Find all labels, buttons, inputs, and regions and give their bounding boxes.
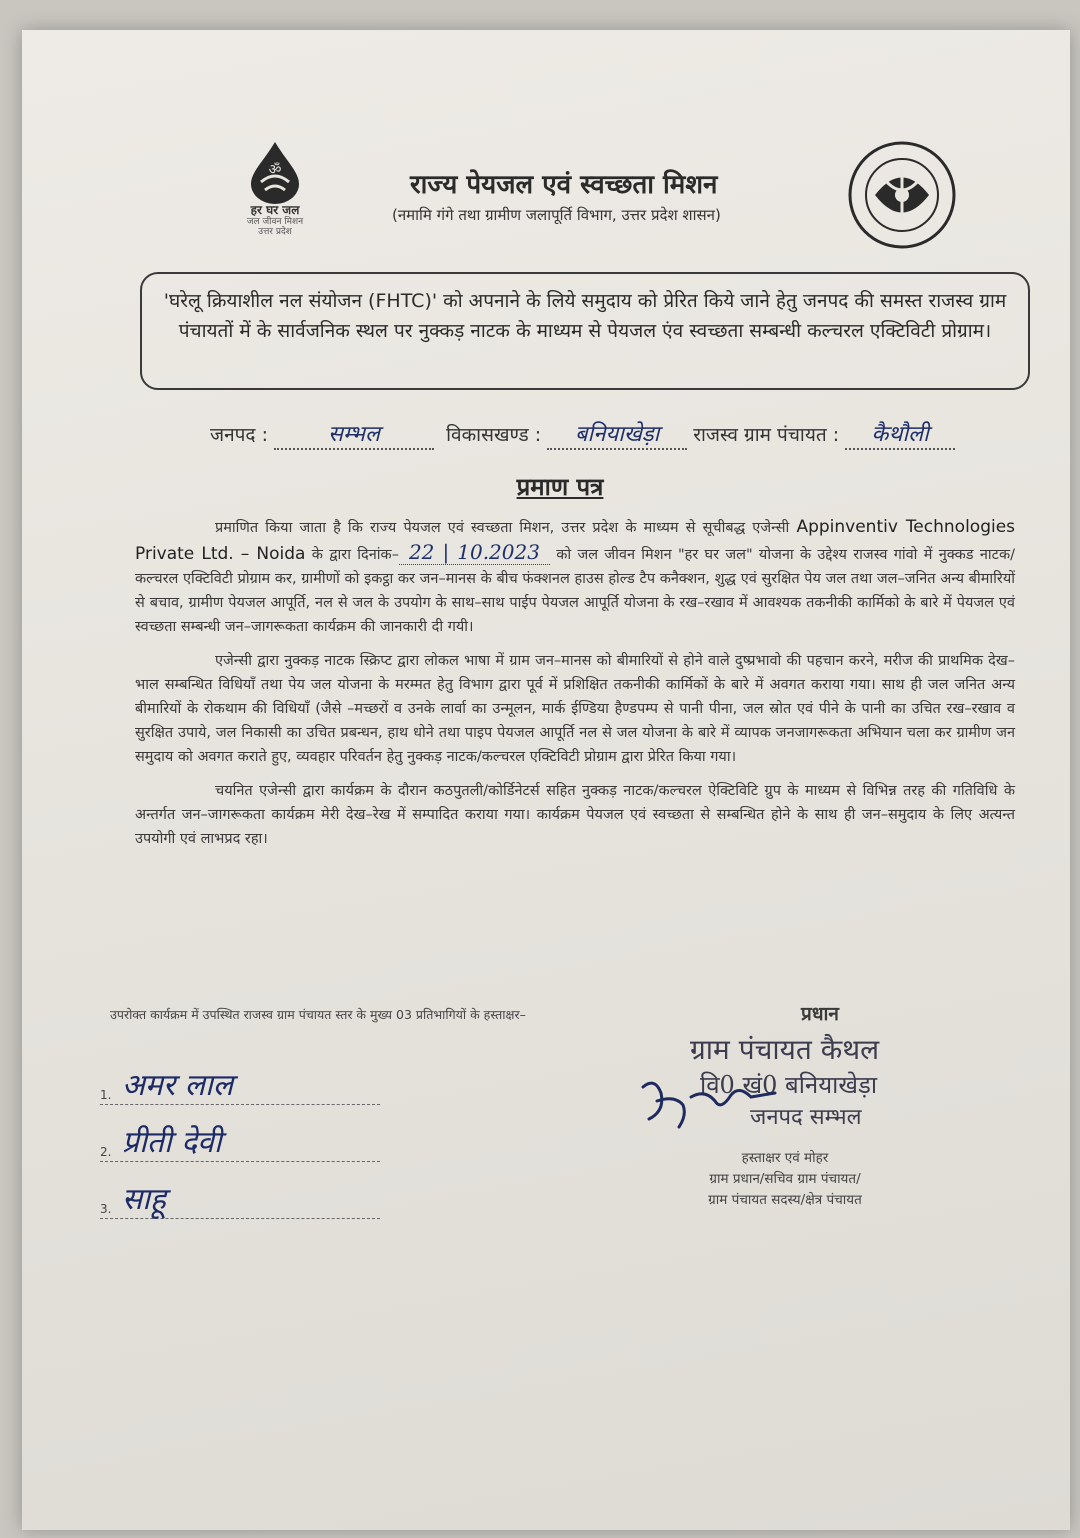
agency-name: Appinventiv Technologies Private Ltd. – Noida bbox=[135, 517, 1016, 564]
caption-line-2: ग्राम प्रधान/सचिव ग्राम पंचायत/ bbox=[709, 1171, 861, 1187]
paragraph-3: चयनित एजेन्सी द्वारा कार्यक्रम के दौरान कठपुतली/कोर्डिनेटर्स सहित नुक्कड़ नाटक/कल्चरल ऐक्टिविटि ग्रुप के माध्यम से विभिन्न तरह की गतिविधि के अन्तर्गत जन–जागरूकता कार्यक्रम मेरी देख–रेख में सम्पादित कराया गया। कार्यक्रम पेयजल एवं स्वच्छता से सम्बन्धित होने के साथ ही जन–समुदाय के लिए अत्यन्त उपयोगी एवं लाभप्रद रहा। bbox=[135, 783, 1015, 847]
mission-subtitle: (नमामि गंगे तथा ग्रामीण जलापूर्ति विभाग, उत्तर प्रदेश शासन) bbox=[392, 206, 721, 224]
emblem-seal-icon bbox=[845, 140, 960, 250]
block-label: विकासखण्ड : bbox=[446, 424, 542, 446]
paragraph-2: एजेन्सी द्वारा नुक्कड़ नाटक स्क्रिप्ट द्वारा लोकल भाषा में ग्राम जन–मानस को बीमारियों से होने वाले दुष्प्रभावो की पहचान करने, मरीज की प्राथमिक देख–भाल सम्बन्धित विधियाँ तथा पेय जल योजना के मरम्मत हेतु विभाग द्वारा पूर्व में प्रशिक्षित तकनीकी कार्मिकों के बारे में अवगत कराया गया। साथ ही जल जनित अन्य बीमारियों के रोकथाम की विधियाँ (जैसे –मच्छरों व उनके लार्वा का उन्मूलन, मार्क ईण्डिया हैण्डपम्प से पानी पीना, जल स्रोत एवं पीने के पानी का उचित रख–रखाव व सुरक्षित उपाये, जल निकासी का उचित प्रबन्धन, हाथ धोने तथा पाइप पेयजल आपूर्ति नल से जल योजना के बारे में व्यापक जनजागरूकता अभियान चला कर ग्रामीण जन समुदाय को अवगत कराते हुए, व्यवहार परिवर्तन हेतु नुक्कड़ नाटक/कल्चरल एक्टिविटी प्रोग्राम द्वारा प्रेरित किया गया। bbox=[135, 653, 1015, 765]
har-ghar-jal-logo bbox=[225, 140, 325, 237]
location-fields bbox=[210, 418, 1040, 450]
stamp-line-3: जनपद सम्भल bbox=[750, 1105, 862, 1130]
signature-number: 1. bbox=[100, 1088, 112, 1102]
pradhan-signature bbox=[635, 1075, 785, 1139]
participant-signature-3 bbox=[100, 1166, 380, 1219]
mission-title: राज्य पेयजल एवं स्वच्छता मिशन bbox=[410, 170, 718, 200]
participant-signature-2 bbox=[100, 1109, 380, 1162]
participant-signatures bbox=[100, 1052, 380, 1223]
caption-line-3: ग्राम पंचायत सदस्य/क्षेत्र पंचायत bbox=[708, 1192, 862, 1208]
signature-name: साहू bbox=[122, 1182, 166, 1217]
village-value: कैथौली bbox=[871, 422, 929, 447]
participants-note: उपरोक्त कार्यक्रम में उपस्थित राजस्व ग्राम पंचायत स्तर के मुख्य 03 प्रतिभागियों के हस्ताक्षर– bbox=[110, 1007, 526, 1022]
district-value: सम्भल bbox=[328, 422, 380, 447]
program-topic-box bbox=[140, 272, 1030, 390]
water-drop-icon bbox=[245, 140, 305, 204]
certificate-body bbox=[135, 515, 1015, 861]
village-label: राजस्व ग्राम पंचायत : bbox=[693, 424, 840, 446]
stamp-line-1: ग्राम पंचायत कैथल bbox=[690, 1033, 880, 1066]
handwritten-signature-icon bbox=[635, 1075, 785, 1135]
logo-tagline: हर घर जल bbox=[250, 203, 300, 217]
svg-text:ॐ: ॐ bbox=[268, 162, 282, 178]
p1-dated: के द्वारा दिनांक– bbox=[311, 547, 399, 563]
paragraph-1 bbox=[135, 515, 1015, 639]
pradhan-designation bbox=[700, 1000, 940, 1026]
logo-subline-state: उत्तर प्रदेश bbox=[258, 227, 292, 237]
signature-number: 2. bbox=[100, 1145, 112, 1159]
signature-name: प्रीती देवी bbox=[122, 1125, 222, 1160]
district-label: जनपद : bbox=[210, 424, 268, 446]
caption-line-1: हस्ताक्षर एवं मोहर bbox=[741, 1150, 829, 1166]
p1-start: प्रमाणित किया जाता है कि राज्य पेयजल एवं स्वच्छता मिशन, उत्तर प्रदेश के माध्यम से सूचीबद्ध एजेन्सी bbox=[215, 520, 790, 536]
participant-signature-1 bbox=[100, 1052, 380, 1105]
signature-caption bbox=[655, 1148, 915, 1211]
p1-rest: को जल जीवन मिशन "हर घर जल" योजना के उद्देश्य राजस्व गांवो में नुक्कड नाटक/कल्चरल एक्टिविटी प्रोग्राम कर, ग्रामीणों को इकट्ठा कर जन–मानस के बीच फंक्शनल हाउस होल्ड टैप कनैक्शन, शुद्ध एवं सुरक्षित पेय जल तथा जल–जनित अन्य बीमारियों से बचाव, ग्रामीण पेयजल आपूर्ति, नल से जल के उपयोग के साथ–साथ पाईप पेयजल आपूर्ति योजना के रख–रखाव में आवश्यक तकनीकी कार्मिको के बारे में पेयजल एवं स्वच्छता सम्बन्धी जन–जागरूकता कार्यक्रम की जानकारी दी गयी। bbox=[135, 547, 1016, 635]
program-topic-text: 'घरेलू क्रियाशील नल संयोजन (FHTC)' को अपनाने के लिये समुदाय को प्रेरित किये जाने हेतु जनपद की समस्त राजस्व ग्राम पंचायतों में के सार्वजनिक स्थल पर नुक्कड़ नाटक के माध्यम से पेयजल एंव स्वच्छता सम्बन्धी कल्चरल एक्टिविटी प्रोग्राम। bbox=[163, 290, 1007, 342]
up-government-emblem bbox=[845, 140, 960, 254]
logo-subline: जल जीवन मिशन bbox=[246, 217, 304, 227]
designation-label: प्रधान bbox=[801, 1003, 839, 1025]
signature-number: 3. bbox=[100, 1202, 112, 1216]
signature-name: अमर लाल bbox=[122, 1068, 234, 1103]
program-date: 22 | 10.2023 bbox=[399, 540, 550, 565]
block-value: बनियाखेड़ा bbox=[574, 422, 660, 447]
stamp-line-2: वि0 खं0 बनियाखेड़ा bbox=[700, 1071, 878, 1099]
certificate-title: प्रमाण पत्र bbox=[516, 473, 604, 501]
